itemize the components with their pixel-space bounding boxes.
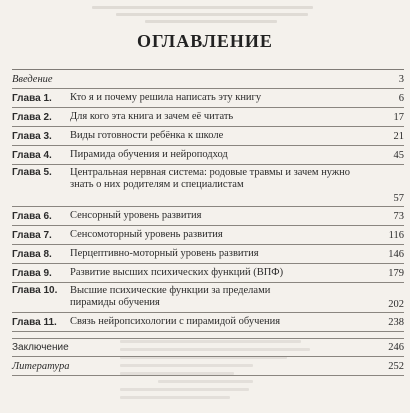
toc-row-chapter-10[interactable] [12,283,404,313]
chapter-label: Глава 4. [12,149,52,161]
chapter-label: Глава 8. [12,248,52,260]
toc-row-chapter-6[interactable] [12,207,404,226]
chapter-label: Глава 3. [12,130,52,142]
faded-publisher-text-top [92,2,332,27]
toc-row-chapter-4[interactable] [12,146,404,165]
chapter-page: 238 [388,316,404,328]
chapter-title: Высшие психические функции за пределами пирамиды обучения [70,285,271,308]
toc-intro-page: 3 [398,73,404,85]
chapter-label: Глава 10. [12,285,58,296]
chapter-title: Виды готовности ребёнка к школе [70,130,224,141]
toc-row-chapter-2[interactable] [12,108,404,127]
chapter-label: Глава 9. [12,267,52,279]
chapter-page: 57 [393,193,404,204]
chapter-title: Сенсорный уровень развития [70,210,202,221]
chapter-title: Связь нейропсихологии с пирамидой обучения [70,316,281,327]
chapter-label: Глава 7. [12,229,52,241]
toc-literature-title: Литература [12,360,70,372]
chapter-title: Для кого эта книга и зачем её читать [70,111,234,122]
chapter-page: 21 [393,130,404,142]
toc-intro-title: Введение [12,73,53,85]
toc-row-chapter-5[interactable] [12,165,404,207]
chapter-page: 146 [388,248,404,260]
chapter-label: Глава 2. [12,111,52,123]
page-title: ОГЛАВЛЕНИЕ [137,31,273,51]
chapter-page: 116 [388,229,404,241]
chapter-page: 6 [398,92,404,104]
chapter-title: Перцептивно-моторный уровень развития [70,248,259,259]
toc-conclusion-title: Заключение [12,342,69,353]
chapter-page: 202 [388,299,404,310]
chapter-page: 17 [393,111,404,123]
chapter-label: Глава 11. [12,316,57,328]
chapter-title: Развитие высших психических функций (ВПФ) [70,267,284,278]
toc-row-conclusion[interactable] [12,338,404,357]
chapter-title: Центральная нервная система: родовые травмы и зачем нужно знать о них родителям и специалистам [70,167,351,190]
toc-row-chapter-11[interactable] [12,313,404,332]
toc-row-chapter-3[interactable] [12,127,404,146]
toc-conclusion-page: 246 [388,342,404,353]
toc-row-chapter-1[interactable] [12,89,404,108]
chapter-page: 179 [388,267,404,279]
toc-literature-page: 252 [388,360,404,372]
chapter-title: Сенсомоторный уровень развития [70,229,223,240]
toc-row-chapter-8[interactable] [12,245,404,264]
chapter-page: 45 [393,149,404,161]
chapter-title: Пирамида обучения и нейроподход [70,149,228,160]
chapter-label: Глава 1. [12,92,52,104]
chapter-label: Глава 5. [12,167,52,178]
toc-row-chapter-9[interactable] [12,264,404,283]
chapter-page: 73 [393,210,404,222]
table-of-contents [12,69,404,376]
chapter-title: Кто я и почему решила написать эту книгу [70,92,262,103]
toc-row-literature[interactable] [12,357,404,376]
toc-row-intro[interactable] [12,70,404,89]
chapter-label: Глава 6. [12,210,52,222]
toc-row-chapter-7[interactable] [12,226,404,245]
